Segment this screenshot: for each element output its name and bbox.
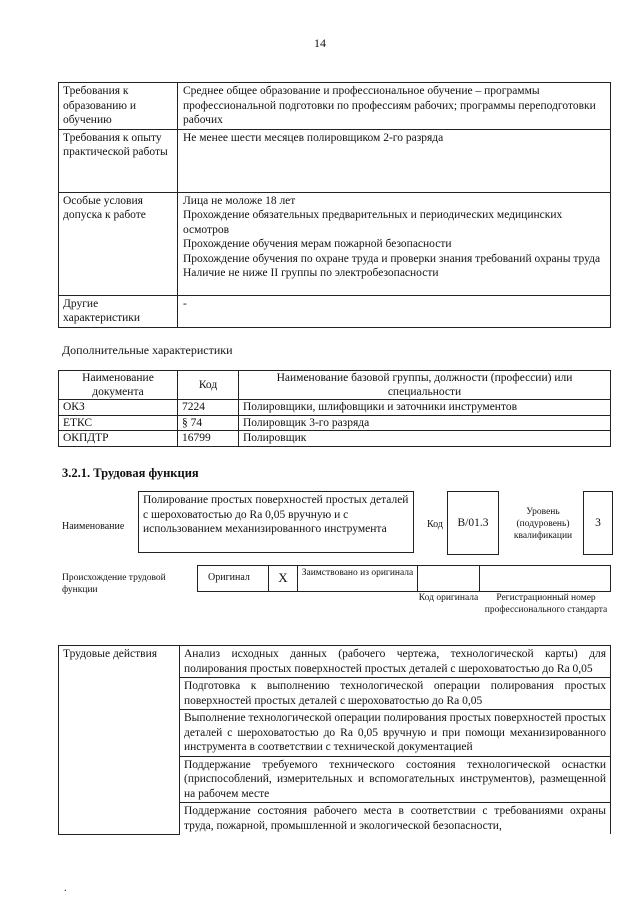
requirement-line: Прохождение обязательных предварительных и периодических медицинских осмотров (183, 209, 563, 236)
origin-label: Происхождение трудовой функции (62, 573, 166, 595)
requirement-value (178, 83, 611, 130)
requirement-line: Не менее шести месяцев полировщиком 2-го разряда (183, 131, 444, 144)
table-cell: 7224 (178, 400, 239, 416)
additional-title: Дополнительные характеристики (62, 343, 233, 357)
code-label: Код (427, 519, 443, 530)
requirement-label: Требования к образованию и обучению (59, 83, 178, 130)
reg-number-box (479, 565, 611, 592)
table-row (59, 431, 611, 447)
action-item: Выполнение технологической операции полирования простых поверхностей простых деталей с шероховатостью до Ra 0,05 вручную и при помощи механизированного инструмента в соответствии с технической документацией (180, 710, 611, 757)
table-cell: ЕТКС (59, 415, 178, 431)
table-cell: Полировщик (239, 431, 611, 447)
level-label: Уровень (подуровень) квалификации (513, 507, 573, 541)
reg-number-label: Регистрационный номер профессионального стандарта (484, 593, 608, 615)
requirement-value (178, 129, 611, 192)
table-row (59, 400, 611, 416)
table-row (59, 415, 611, 431)
requirement-line: Среднее общее образование и профессиональное обучение – программы профессиональной подготовки по профессиям рабочих; программы переподготовки рабочих (183, 85, 596, 126)
additional-table (58, 370, 611, 447)
requirement-value (178, 295, 611, 327)
page-mark: . (64, 883, 67, 894)
action-item: Анализ исходных данных (рабочего чертежа, технологической карты) для полирования простых поверхностей простых деталей с шероховатостью до Ra 0,05 (180, 646, 611, 678)
original-mark: X (268, 565, 298, 592)
borrowed-label: Заимствовано из оригинала (297, 565, 418, 592)
action-item: Подготовка к выполнению технологической операции полирования простых поверхностей простых деталей с шероховатостью до Ra 0,05 (180, 678, 611, 710)
table-cell: § 74 (178, 415, 239, 431)
requirement-line: Лица не моложе 18 лет (183, 194, 296, 207)
requirement-line: Наличие не ниже II группы по электробезопасности (183, 267, 439, 279)
code-original-label: Код оригинала (418, 593, 479, 603)
table-cell: ОКЗ (59, 400, 178, 416)
table-row (59, 192, 611, 295)
table-row (59, 83, 611, 130)
table-row (59, 646, 611, 678)
name-label: Наименование (62, 521, 125, 532)
requirement-label: Особые условия допуска к работе (59, 192, 178, 295)
function-code-box: B/01.3 (447, 491, 499, 555)
work-actions-table (58, 645, 611, 835)
table-cell: Полировщик 3-го разряда (239, 415, 611, 431)
requirements-table (58, 82, 611, 328)
requirement-label: Другие характеристики (59, 295, 178, 327)
requirement-value (178, 192, 611, 295)
table-row (59, 129, 611, 192)
table-cell: 16799 (178, 431, 239, 447)
section-title: 3.2.1. Трудовая функция (62, 466, 199, 480)
table-row (59, 295, 611, 327)
action-item: Поддержание состояния рабочего места в соответствии с требованиями охраны труда, пожарной, промышленной и экологической безопасности, (180, 803, 611, 835)
table-header-row (59, 371, 611, 400)
action-item: Поддержание требуемого технического состояния технологической оснастки (приспособлений, измерительных и вспомогательных инструментов), размещенной на рабочем месте (180, 756, 611, 803)
column-header: Код (178, 371, 239, 400)
page-number: 14 (314, 36, 326, 50)
requirement-line: - (183, 297, 187, 310)
column-header: Наименование базовой группы, должности (профессии) или специальности (239, 371, 611, 400)
requirement-line: Прохождение обучения мерам пожарной безопасности (183, 238, 452, 250)
original-label: Оригинал (197, 565, 269, 592)
level-value-box: 3 (583, 491, 613, 555)
requirement-line: Прохождение обучения по охране труда и проверки знания требований охраны труда (183, 252, 601, 265)
code-original-box (417, 565, 480, 592)
function-name-box: Полирование простых поверхностей простых деталей с шероховатостью до Ra 0,05 вручную и с использованием механизированного инструмента (138, 491, 414, 553)
table-cell: ОКПДТР (59, 431, 178, 447)
column-header: Наименование документа (59, 371, 178, 400)
actions-label: Трудовые действия (59, 646, 180, 835)
table-cell: Полировщики, шлифовщики и заточники инструментов (239, 400, 611, 416)
requirement-label: Требования к опыту практической работы (59, 129, 178, 192)
